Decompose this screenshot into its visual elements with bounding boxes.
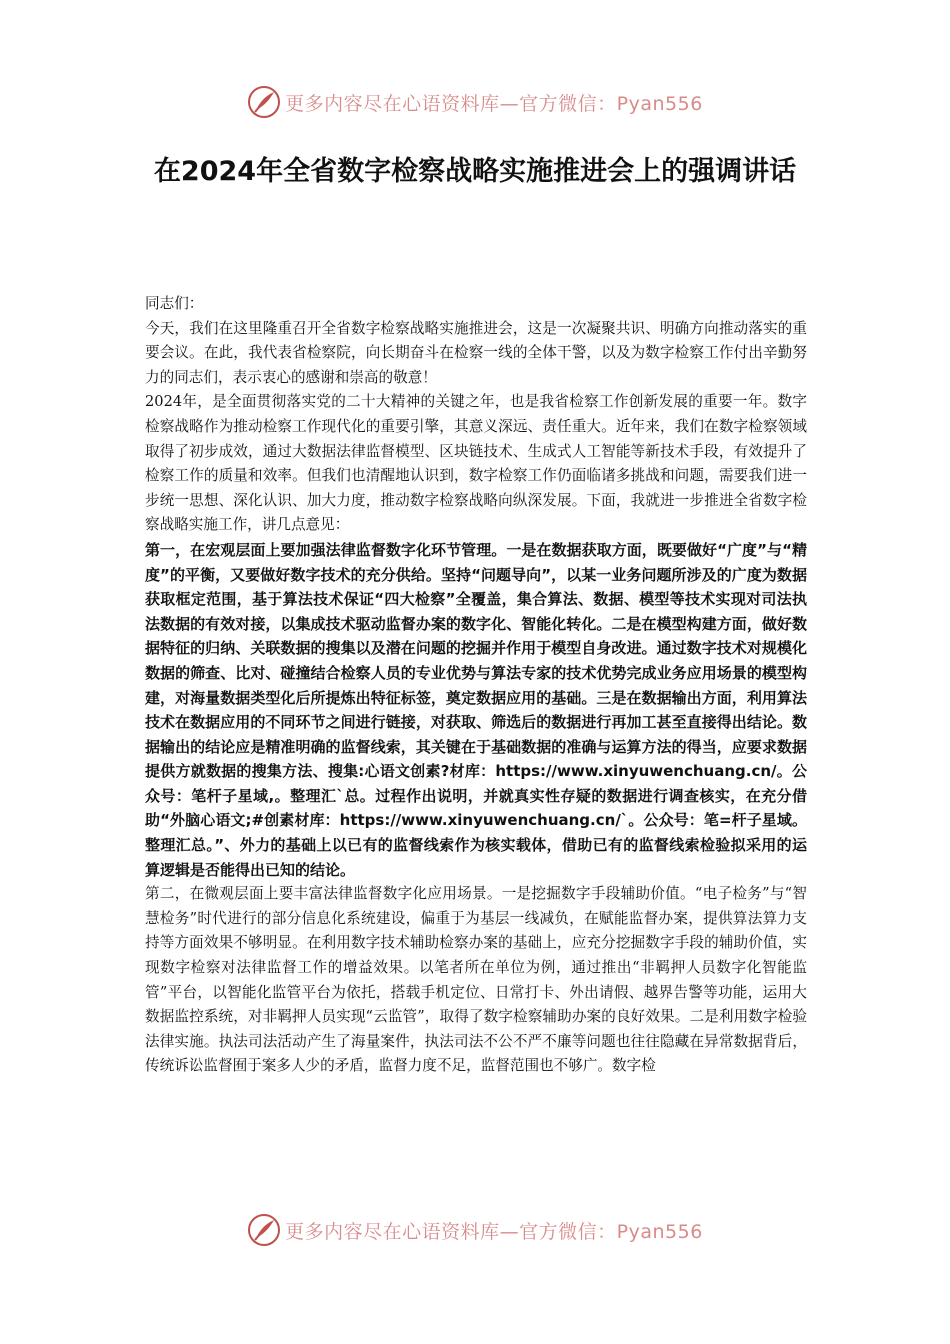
paragraph-point-two: 第二，在微观层面上要丰富法律监督数字化应用场景。一是挖掘数字手段辅助价值。“电子检务”与“智慧检务”时代进行的部分信息化系统建设，偏重于为基层一线减负，在赋能监督办案，提供算法算力支持等方面效果不够明显。在利用数字技术辅助检察办案的基础上，应充分挖掘数字手段的辅助价值，实现数字检察对法律监督工作的增益效果。以笔者所在单位为例，通过推出“非羁押人员数字化智能监管”平台，以智能化监管平台为依托，搭载手机定位、日常打卡、外出请假、越界告警等功能，运用大数据监控系统，对非羁押人员实现“云监管”，取得了数字检察辅助办案的良好效果。二是利用数字检验法律实施。执法司法活动产生了海量案件，执法司法不公不严不廉等问题也往往隐藏在异常数据背后，传统诉讼监督囿于案多人少的矛盾，监督力度不足，监督范围也不够广。数字检 [145,885,807,1075]
greeting: 同志们： [145,295,204,312]
banner-text: 更多内容尽在心语资料库—官方微信：Pyan556 [285,92,703,115]
banner-text: 更多内容尽在心语资料库—官方微信：Pyan556 [285,1220,703,1243]
header-banner [0,82,950,122]
quill-logo-icon [247,1213,281,1247]
paragraph-intro: 今天，我们在这里隆重召开全省数字检察战略实施推进会，这是一次凝聚共识、明确方向推动落实的重要会议。在此，我代表省检察院，向长期奋斗在检察一线的全体干警，以及为数字检察工作付出辛勤努力的同志们，表示衷心的感谢和崇高的敬意！ [145,319,807,386]
page-title: 在2024年全省数字检察战略实施推进会上的强调讲话 [153,156,797,187]
footer-banner [0,1210,950,1250]
quill-logo-icon [247,85,281,119]
paragraph-background: 2024年，是全面贯彻落实党的二十大精神的关键之年，也是我省检察工作创新发展的重要一年。数字检察战略作为推动检察工作现代化的重要引擎，其意义深远、责任重大。近年来，我们在数字检察领域取得了初步成效，通过大数据法律监督模型、区块链技术、生成式人工智能等新技术手段，有效提升了检察工作的质量和效率。但我们也清醒地认识到，数字检察工作仍面临诸多挑战和问题，需要我们进一步统一思想、深化认识、加大力度，推动数字检察战略向纵深发展。下面，我就进一步推进全省数字检察战略实施工作，讲几点意见： [145,393,807,534]
document-body [145,292,807,1079]
paragraph-point-one: 第一，在宏观层面上要加强法律监督数字化环节管理。一是在数据获取方面，既要做好“广度”与“精度”的平衡，又要做好数字技术的充分供给。坚持“问题导向”，以某一业务问题所涉及的广度为数据获取框定范围，基于算法技术保证“四大检察”全覆盖，集合算法、数据、模型等技术实现对司法执法数据的有效对接，以集成技术驱动监督办案的数字化、智能化转化。二是在模型构建方面，做好数据特征的归纳、关联数据的搜集以及潜在问题的挖掘并作用于模型自身改进。通过数字技术对规模化数据的筛查、比对、碰撞结合检察人员的专业优势与算法专家的技术优势完成业务应用场景的模型构建，对海量数据类型化后所提炼出特征标签，奠定数据应用的基础。三是在数据输出方面，利用算法技术在数据应用的不同环节之间进行链接，对获取、筛选后的数据进行再加工甚至直接得出结论。数据输出的结论应是精准明确的监督线索，其关键在于基础数据的准确与运算方法的得当，应要求数据提供方就数据的搜集方法、搜集:心语文创素?材库：https://www.xinyuwenchuang.cn/。公众号：笔杆子星域,。整理汇`总。过程作出说明，并就真实性存疑的数据进行调查核实，在充分借助“外脑心语文;#创素材库：https://www.xinyuwenchuang.cn/`。公众号：笔=杆子星域。整理汇总。”、外力的基础上以已有的监督线索作为核实载体，借助已有的监督线索检验拟采用的运算逻辑是否能得出已知的结论。 [145,540,807,879]
